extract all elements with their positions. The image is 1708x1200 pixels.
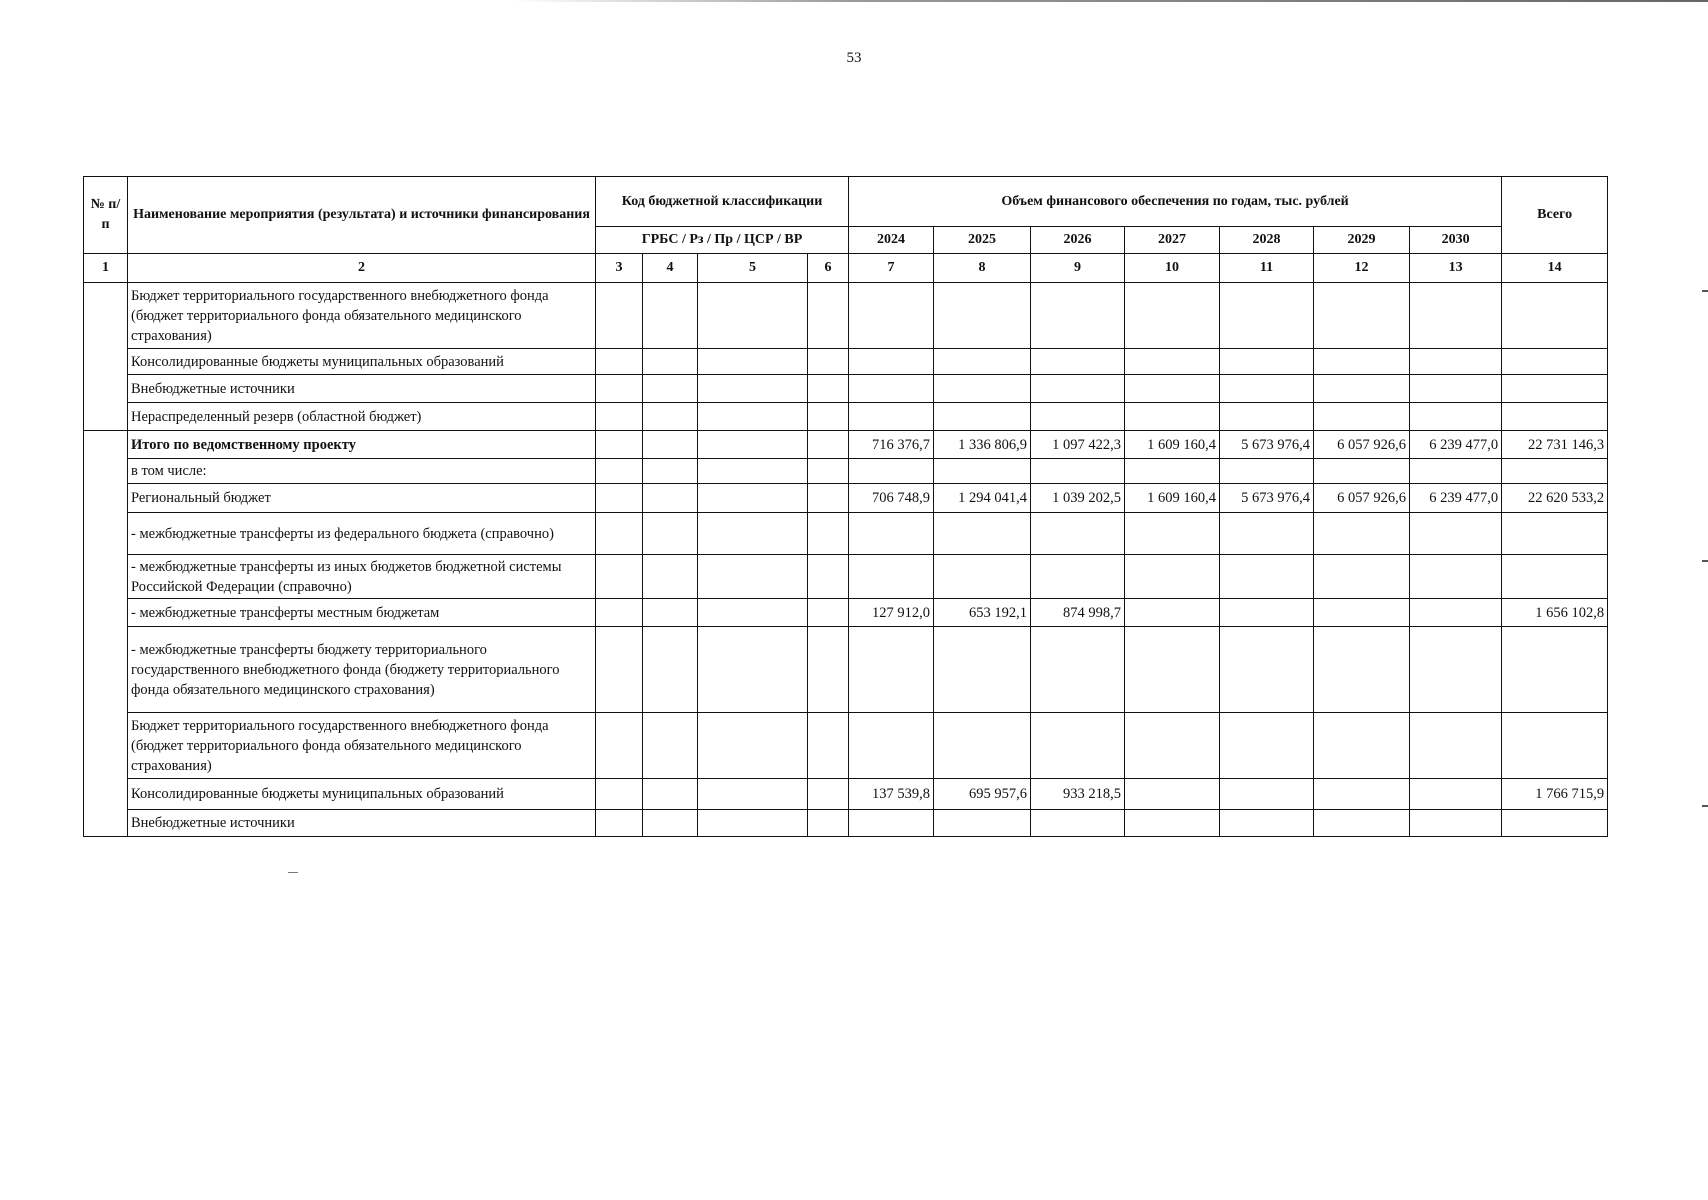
scan-mark: [288, 872, 298, 873]
year-value-cell: [1410, 513, 1502, 555]
year-value-cell: [1220, 459, 1314, 484]
year-value-cell: [1410, 627, 1502, 713]
year-value-cell: 127 912,0: [849, 599, 934, 627]
total-value-cell: [1502, 627, 1608, 713]
code-cell: [698, 513, 808, 555]
total-value-cell: 1 656 102,8: [1502, 599, 1608, 627]
header-year: 2026: [1031, 227, 1125, 254]
total-value-cell: 22 620 533,2: [1502, 484, 1608, 513]
year-value-cell: [849, 555, 934, 599]
code-cell: [596, 779, 643, 810]
header-code-sub: ГРБС / Рз / Пр / ЦСР / ВР: [596, 227, 849, 254]
year-value-cell: [849, 513, 934, 555]
table-row: [84, 713, 1608, 779]
index-cell: 4: [643, 254, 698, 283]
year-value-cell: [1410, 599, 1502, 627]
code-cell: [698, 283, 808, 349]
code-cell: [643, 484, 698, 513]
total-value-cell: 1 766 715,9: [1502, 779, 1608, 810]
code-cell: [596, 810, 643, 837]
code-cell: [808, 779, 849, 810]
year-value-cell: [934, 627, 1031, 713]
code-cell: [643, 459, 698, 484]
header-year: 2029: [1314, 227, 1410, 254]
code-cell: [698, 779, 808, 810]
total-value-cell: [1502, 349, 1608, 375]
index-cell: 10: [1125, 254, 1220, 283]
year-value-cell: [1031, 555, 1125, 599]
row-name-cell: Итого по ведомственному проекту: [128, 431, 596, 459]
code-cell: [643, 349, 698, 375]
page-number: 53: [846, 50, 862, 66]
year-value-cell: [1314, 627, 1410, 713]
year-value-cell: [1220, 513, 1314, 555]
index-cell: 1: [84, 254, 128, 283]
year-value-cell: [1220, 403, 1314, 431]
index-cell: 7: [849, 254, 934, 283]
year-value-cell: [934, 810, 1031, 837]
year-value-cell: [1314, 403, 1410, 431]
year-value-cell: 716 376,7: [849, 431, 934, 459]
year-value-cell: 6 239 477,0: [1410, 431, 1502, 459]
row-name-cell: Бюджет территориального государственного внебюджетного фонда (бюджет территориального фонда обязательного медицинского страхования): [128, 713, 596, 779]
code-cell: [808, 283, 849, 349]
code-cell: [698, 627, 808, 713]
year-value-cell: [1220, 779, 1314, 810]
year-value-cell: 1 039 202,5: [1031, 484, 1125, 513]
code-cell: [596, 283, 643, 349]
code-cell: [596, 375, 643, 403]
code-cell: [808, 459, 849, 484]
total-value-cell: [1502, 459, 1608, 484]
code-cell: [643, 513, 698, 555]
row-name-cell: Региональный бюджет: [128, 484, 596, 513]
row-name-cell: Нераспределенный резерв (областной бюджет): [128, 403, 596, 431]
year-value-cell: [849, 810, 934, 837]
year-value-cell: [849, 627, 934, 713]
year-value-cell: [1125, 375, 1220, 403]
year-value-cell: [849, 349, 934, 375]
year-value-cell: [1031, 283, 1125, 349]
table-row: [84, 513, 1608, 555]
code-cell: [643, 810, 698, 837]
code-cell: [596, 349, 643, 375]
total-value-cell: [1502, 555, 1608, 599]
year-value-cell: [1410, 349, 1502, 375]
header-year: 2028: [1220, 227, 1314, 254]
year-value-cell: 933 218,5: [1031, 779, 1125, 810]
year-value-cell: 5 673 976,4: [1220, 484, 1314, 513]
code-cell: [596, 403, 643, 431]
code-cell: [808, 513, 849, 555]
year-value-cell: [1031, 349, 1125, 375]
code-cell: [808, 349, 849, 375]
year-value-cell: [1220, 627, 1314, 713]
code-cell: [596, 627, 643, 713]
code-cell: [698, 459, 808, 484]
index-row: [84, 254, 1608, 283]
index-cell: 12: [1314, 254, 1410, 283]
right-scan-marks: [1702, 0, 1708, 1200]
year-value-cell: [934, 459, 1031, 484]
year-value-cell: [849, 713, 934, 779]
code-cell: [643, 431, 698, 459]
year-value-cell: [1031, 403, 1125, 431]
table-row: [84, 403, 1608, 431]
year-value-cell: [1220, 713, 1314, 779]
year-value-cell: [1314, 375, 1410, 403]
year-value-cell: [1125, 599, 1220, 627]
index-cell: 9: [1031, 254, 1125, 283]
year-value-cell: [1125, 810, 1220, 837]
table-row: [84, 810, 1608, 837]
index-cell: 3: [596, 254, 643, 283]
header-name: Наименование мероприятия (результата) и источники финансирования: [128, 177, 596, 254]
year-value-cell: 5 673 976,4: [1220, 431, 1314, 459]
year-value-cell: [1220, 810, 1314, 837]
year-value-cell: [1314, 459, 1410, 484]
year-value-cell: [1314, 599, 1410, 627]
header-year: 2025: [934, 227, 1031, 254]
code-cell: [808, 713, 849, 779]
year-value-cell: [1410, 283, 1502, 349]
header-year: 2027: [1125, 227, 1220, 254]
year-value-cell: [1410, 403, 1502, 431]
code-cell: [596, 555, 643, 599]
year-value-cell: [1314, 810, 1410, 837]
year-value-cell: [1410, 555, 1502, 599]
code-cell: [596, 513, 643, 555]
year-value-cell: [1125, 555, 1220, 599]
year-value-cell: [1314, 283, 1410, 349]
index-cell: 8: [934, 254, 1031, 283]
header-no: № п/п: [84, 177, 128, 254]
year-value-cell: [1314, 349, 1410, 375]
year-value-cell: [1125, 283, 1220, 349]
year-value-cell: [1220, 555, 1314, 599]
code-cell: [698, 599, 808, 627]
year-value-cell: [1125, 349, 1220, 375]
year-value-cell: [849, 283, 934, 349]
row-name-cell: Консолидированные бюджеты муниципальных образований: [128, 779, 596, 810]
year-value-cell: [1410, 779, 1502, 810]
year-value-cell: 695 957,6: [934, 779, 1031, 810]
year-value-cell: [1125, 459, 1220, 484]
row-name-cell: Консолидированные бюджеты муниципальных образований: [128, 349, 596, 375]
code-cell: [808, 375, 849, 403]
total-value-cell: [1502, 713, 1608, 779]
header-volume: Объем финансового обеспечения по годам, тыс. рублей: [849, 177, 1502, 227]
year-value-cell: [849, 459, 934, 484]
index-cell: 6: [808, 254, 849, 283]
year-value-cell: [934, 349, 1031, 375]
year-value-cell: 1 609 160,4: [1125, 431, 1220, 459]
code-cell: [596, 484, 643, 513]
index-cell: 11: [1220, 254, 1314, 283]
total-value-cell: [1502, 513, 1608, 555]
total-value-cell: [1502, 375, 1608, 403]
index-cell: 14: [1502, 254, 1608, 283]
year-value-cell: 1 097 422,3: [1031, 431, 1125, 459]
code-cell: [808, 627, 849, 713]
year-value-cell: [1220, 375, 1314, 403]
top-scan-edge: [0, 0, 1708, 2]
year-value-cell: [934, 283, 1031, 349]
year-value-cell: 6 239 477,0: [1410, 484, 1502, 513]
year-value-cell: 1 336 806,9: [934, 431, 1031, 459]
row-name-cell: - межбюджетные трансферты бюджету территориального государственного внебюджетного фонда (бюджету территориального фонда обязательного медицинского страхования): [128, 627, 596, 713]
code-cell: [643, 713, 698, 779]
row-number-cell: [84, 431, 128, 837]
code-cell: [698, 375, 808, 403]
table-row: [84, 459, 1608, 484]
code-cell: [643, 555, 698, 599]
year-value-cell: [1125, 713, 1220, 779]
year-value-cell: [1410, 810, 1502, 837]
code-cell: [643, 403, 698, 431]
year-value-cell: [1031, 627, 1125, 713]
code-cell: [698, 810, 808, 837]
table-row: [84, 484, 1608, 513]
year-value-cell: [849, 375, 934, 403]
table-row: [84, 599, 1608, 627]
code-cell: [698, 431, 808, 459]
year-value-cell: [1125, 513, 1220, 555]
code-cell: [808, 599, 849, 627]
year-value-cell: [849, 403, 934, 431]
year-value-cell: 6 057 926,6: [1314, 431, 1410, 459]
year-value-cell: [1031, 810, 1125, 837]
year-value-cell: [1125, 627, 1220, 713]
year-value-cell: [1125, 403, 1220, 431]
code-cell: [643, 283, 698, 349]
row-name-cell: Внебюджетные источники: [128, 810, 596, 837]
header-code: Код бюджетной классификации: [596, 177, 849, 227]
year-value-cell: 874 998,7: [1031, 599, 1125, 627]
code-cell: [596, 459, 643, 484]
row-name-cell: Бюджет территориального государственного внебюджетного фонда (бюджет территориального фонда обязательного медицинского страхования): [128, 283, 596, 349]
year-value-cell: [1031, 713, 1125, 779]
year-value-cell: 1 294 041,4: [934, 484, 1031, 513]
year-value-cell: [1314, 779, 1410, 810]
table-row: [84, 375, 1608, 403]
index-cell: 5: [698, 254, 808, 283]
year-value-cell: 137 539,8: [849, 779, 934, 810]
code-cell: [643, 599, 698, 627]
year-value-cell: 706 748,9: [849, 484, 934, 513]
year-value-cell: [1031, 459, 1125, 484]
year-value-cell: [1314, 555, 1410, 599]
code-cell: [808, 555, 849, 599]
total-value-cell: [1502, 403, 1608, 431]
row-name-cell: - межбюджетные трансферты из федерального бюджета (справочно): [128, 513, 596, 555]
row-number-cell: [84, 283, 128, 431]
year-value-cell: [934, 555, 1031, 599]
year-value-cell: [934, 375, 1031, 403]
row-name-cell: - межбюджетные трансферты местным бюджетам: [128, 599, 596, 627]
row-name-cell: Внебюджетные источники: [128, 375, 596, 403]
index-cell: 13: [1410, 254, 1502, 283]
table-row: [84, 555, 1608, 599]
year-value-cell: [1314, 713, 1410, 779]
header-year: 2030: [1410, 227, 1502, 254]
code-cell: [808, 431, 849, 459]
year-value-cell: [1125, 779, 1220, 810]
code-cell: [643, 779, 698, 810]
index-cell: 2: [128, 254, 596, 283]
budget-table: [83, 176, 1608, 837]
table-row: [84, 349, 1608, 375]
year-value-cell: [934, 713, 1031, 779]
year-value-cell: [1410, 713, 1502, 779]
table-row: [84, 779, 1608, 810]
year-value-cell: [934, 513, 1031, 555]
year-value-cell: [1410, 375, 1502, 403]
code-cell: [643, 375, 698, 403]
code-cell: [596, 713, 643, 779]
year-value-cell: [934, 403, 1031, 431]
code-cell: [808, 810, 849, 837]
row-name-cell: в том числе:: [128, 459, 596, 484]
row-name-cell: - межбюджетные трансферты из иных бюджетов бюджетной системы Российской Федерации (справочно): [128, 555, 596, 599]
year-value-cell: [1031, 375, 1125, 403]
total-value-cell: 22 731 146,3: [1502, 431, 1608, 459]
table-row: [84, 283, 1608, 349]
year-value-cell: [1220, 283, 1314, 349]
code-cell: [808, 403, 849, 431]
year-value-cell: [1031, 513, 1125, 555]
code-cell: [808, 484, 849, 513]
year-value-cell: [1314, 513, 1410, 555]
code-cell: [698, 555, 808, 599]
year-value-cell: 6 057 926,6: [1314, 484, 1410, 513]
header-total: Всего: [1502, 177, 1608, 254]
year-value-cell: 1 609 160,4: [1125, 484, 1220, 513]
total-value-cell: [1502, 810, 1608, 837]
table-row: [84, 627, 1608, 713]
table-row: [84, 431, 1608, 459]
header-year: 2024: [849, 227, 934, 254]
code-cell: [698, 349, 808, 375]
code-cell: [698, 403, 808, 431]
year-value-cell: [1220, 349, 1314, 375]
code-cell: [698, 484, 808, 513]
year-value-cell: [1410, 459, 1502, 484]
code-cell: [596, 599, 643, 627]
year-value-cell: [1220, 599, 1314, 627]
code-cell: [596, 431, 643, 459]
code-cell: [698, 713, 808, 779]
year-value-cell: 653 192,1: [934, 599, 1031, 627]
code-cell: [643, 627, 698, 713]
total-value-cell: [1502, 283, 1608, 349]
